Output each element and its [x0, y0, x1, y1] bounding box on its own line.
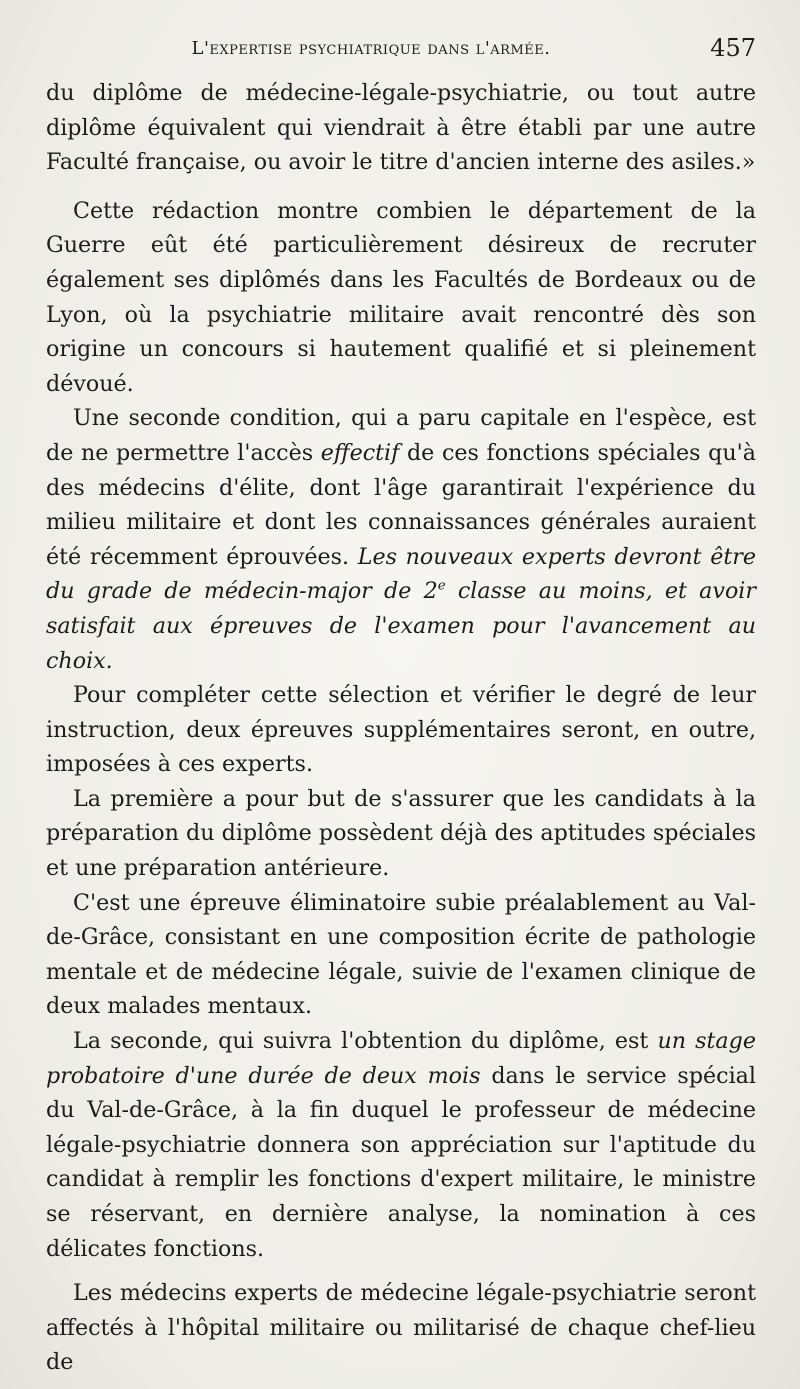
paragraph-8: Les médecins experts de médecine légale-psychiatrie seront affectés à l'hôpital militaire ou militarisé de chaque chef-lieu de [46, 1280, 756, 1376]
paragraph-7: La seconde, qui suivra l'obtention du diplôme, est un stage probatoire d'une durée de deux mois dans le service spécial du Val-de-Grâce, à la fin duquel le professeur de médecine légale-psychiatrie donnera son appréciation sur l'aptitude du candidat à remplir les fonctions d'expert militaire, le ministre se réservant, en dernière analyse, la nomination à ces délicates fonctions. [46, 1028, 756, 1262]
paragraph-5: La première a pour but de s'assurer que les candidats à la préparation du diplôme possèdent déjà des aptitudes spéciales et une préparation antérieure. [46, 785, 756, 882]
page-number: 457 [710, 34, 756, 62]
running-head: L'expertise psychiatrique dans l'armée. [191, 38, 551, 59]
paragraph-3: Une seconde condition, qui a paru capitale en l'espèce, est de ne permettre l'accès effectif de ces fonctions spéciales qu'à des médecins d'élite, dont l'âge garantirait l'expérience du milieu militaire et dont les connaissances générales auraient été récemment éprouvées. Les nouveaux experts devront être du grade de médecin-major de 2e classe au moins, et avoir satisfait aux épreuves de l'examen pour l'avancement au choix. [46, 405, 756, 674]
italic-requirement: Les nouveaux experts devront être du grade de médecin-major de 2e classe au moins, et avoir satisfait aux épreuves de l'examen pour l'avancement au choix. [46, 543, 756, 674]
paragraph-6: C'est une épreuve éliminatoire subie préalablement au Val-de-Grâce, consistant en une composition écrite de pathologie mentale et de médecine légale, suivie de l'examen clinique de deux malades mentaux. [46, 889, 756, 1020]
paragraph-1: du diplôme de médecine-légale-psychiatrie, ou tout autre diplôme équivalent qui viendrait à être établi par une autre Faculté française, ou avoir le titre d'ancien interne des asiles.» [46, 80, 756, 176]
italic-effectif: effectif [320, 439, 400, 466]
italic-stage: un stage probatoire d'une durée de deux mois [46, 1028, 756, 1089]
paragraph-2: Cette rédaction montre combien le département de la Guerre eût été particulièrement désireux de recruter également ses diplômés dans les Facultés de Bordeaux ou de Lyon, où la psychiatrie militaire avait rencontré dès son origine un concours si hautement qualifié et si pleinement dévoué. [46, 197, 756, 397]
paragraph-4: Pour compléter cette sélection et vérifier le degré de leur instruction, deux épreuves supplémentaires seront, en outre, imposées à ces experts. [46, 682, 756, 778]
page-header [46, 34, 756, 68]
